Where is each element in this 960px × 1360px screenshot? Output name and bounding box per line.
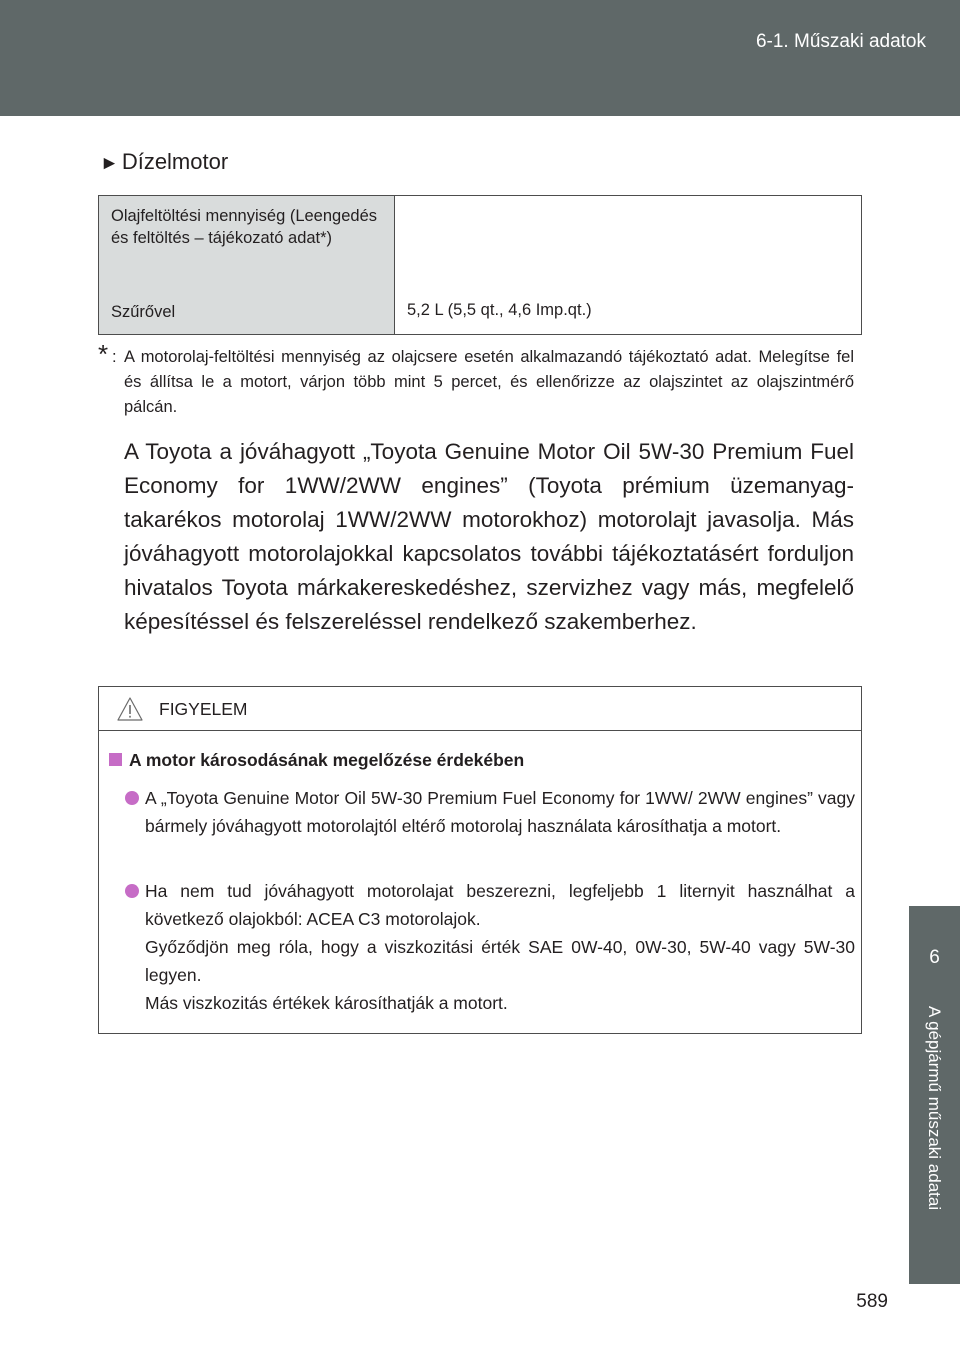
oil-capacity-table [98, 195, 862, 335]
warning-item-text: Győződjön meg róla, hogy a viszkozitási érték SAE 0W-40, 0W-30, 5W-40 vagy 5W-30 legyen. [145, 937, 855, 985]
warning-triangle-icon [117, 697, 143, 721]
page-number: 589 [856, 1291, 888, 1312]
warning-item-text: Más viszkozitás értékek károsíthatják a motort. [145, 993, 508, 1013]
spec-row-label: Szűrővel [111, 303, 176, 321]
chapter-title: 6-1. Műszaki adatok [755, 31, 926, 52]
warning-subheading-text: A motor károsodásának megelőzése érdekében [129, 750, 525, 770]
warning-header [99, 687, 861, 731]
warning-item [125, 784, 855, 840]
warning-box [98, 686, 862, 1034]
chapter-side-label: A gépjármű műszaki adatai [925, 1006, 944, 1211]
spec-header-label: Olajfeltöltési mennyiség (Leengedés és feltöltés – tájékozató adat*) [111, 207, 377, 247]
warning-item-body [125, 877, 855, 1017]
bullet-dot-icon [125, 791, 139, 805]
oil-recommendation-paragraph: A Toyota a jóváhagyott „Toyota Genuine Motor Oil 5W-30 Premium Fuel Economy for 1WW/2WW engines” (Toyota prémium üzemanyag-takarékos motorolaj 1WW/2WW motorokhoz) motorolajt javasolja. Más jóváhagyott motorolajokkal kapcsolatos további tájékoztatásért forduljon hivatalos Toyota márkakereskedéshez, szervizhez vagy más, megfelelő képesítéssel és felszereléssel rendelkező szakemberhez. [124, 439, 854, 634]
bullet-dot-icon [125, 884, 139, 898]
warning-item-text: Ha nem tud jóváhagyott motorolajat beszerezni, legfeljebb 1 liternyit használhat a következő olajokból: ACEA C3 motorolajok. [145, 881, 855, 929]
triangle-marker-icon: ► [100, 153, 119, 174]
chapter-number: 6 [929, 947, 940, 968]
spec-value-cell [395, 196, 861, 334]
warning-label: FIGYELEM [159, 699, 248, 719]
warning-subheading [109, 750, 524, 771]
page-header [0, 0, 960, 116]
section-title: Dízelmotor [121, 149, 229, 174]
warning-item [125, 877, 855, 1017]
chapter-side-label-wrap [909, 1006, 960, 1276]
spec-label-cell [99, 196, 395, 334]
footnote-marker: * [98, 339, 109, 369]
warning-item-text: A „Toyota Genuine Motor Oil 5W-30 Premium Fuel Economy for 1WW/ 2WW engines” vagy bármely jóváhagyott motorolajtól eltérő motorolaj használata károsíthatja a motort. [145, 788, 855, 836]
footnote [98, 339, 854, 420]
footnote-separator: : [112, 348, 117, 366]
footnote-text: A motorolaj-feltöltési mennyiség az olajcsere esetén alkalmazandó tájékoztató adat. Melegítse fel és állítsa le a motort, várjon több mint 5 percet, és ellenőrizze az olajszintet az olajszintmérő pálcán. [124, 348, 854, 416]
chapter-side-tab [909, 906, 960, 1284]
section-heading [100, 149, 228, 175]
square-bullet-icon [109, 753, 122, 766]
spec-row-value: 5,2 L (5,5 qt., 4,6 Imp.qt.) [407, 301, 592, 319]
